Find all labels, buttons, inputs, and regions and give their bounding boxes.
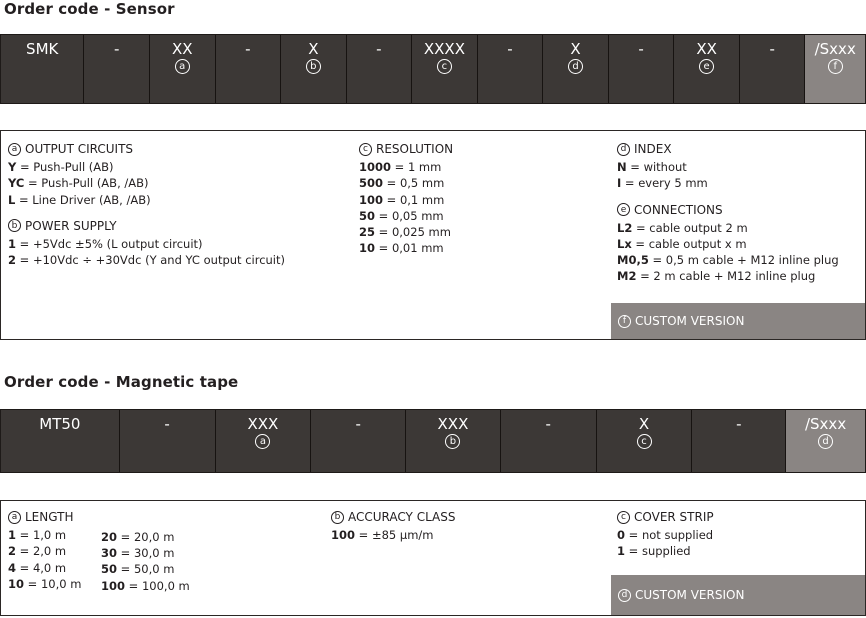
code-segment: [543, 35, 609, 103]
option-row: [617, 543, 857, 559]
option-code: M0,5: [617, 253, 649, 268]
option-description: = cable output x m: [631, 237, 747, 252]
option-description: = 2,0 m: [16, 544, 67, 559]
option-code: YC: [8, 176, 25, 191]
code-text: MT50: [39, 415, 81, 433]
option-description: = 50,0 m: [117, 562, 175, 577]
code-separator: [311, 410, 406, 472]
circle-letter-icon: c: [359, 143, 372, 156]
code-separator: [347, 35, 413, 103]
circle-letter-icon: a: [255, 434, 270, 449]
section-heading: COVER STRIP: [634, 510, 714, 524]
code-text: XXXX: [423, 40, 465, 58]
code-text: -: [113, 40, 120, 58]
option-row: [359, 159, 599, 175]
option-description: = cable output 2 m: [632, 220, 748, 235]
option-code: 50: [101, 562, 118, 577]
tape-order-code-title: Order code - Magnetic tape: [4, 373, 239, 391]
code-text: -: [507, 40, 513, 58]
circle-letter-icon: d: [568, 59, 583, 74]
code-separator: [216, 35, 282, 103]
accuracy-class-section: [331, 509, 591, 543]
output-circuits-section: [8, 141, 338, 268]
code-segment: [597, 410, 693, 472]
option-description: = supplied: [625, 544, 691, 559]
circle-letter-icon: f: [828, 59, 843, 74]
option-code: L: [8, 192, 16, 207]
option-description: = 0,1 mm: [383, 192, 445, 207]
circle-letter-icon: b: [8, 219, 21, 232]
option-row: [359, 224, 599, 240]
option-code: N: [617, 160, 627, 175]
option-description: = not supplied: [625, 528, 714, 543]
circle-letter-icon: d: [618, 589, 631, 602]
option-row: [617, 159, 857, 175]
option-description: = 30,0 m: [117, 546, 175, 561]
option-row: [101, 561, 301, 577]
code-separator: [478, 35, 544, 103]
code-segment: [805, 35, 865, 103]
code-text: /Sxxx: [814, 40, 856, 58]
option-code: 1: [8, 528, 17, 543]
option-code: Lx: [617, 237, 632, 252]
option-description: = every 5 mm: [621, 176, 708, 191]
option-row: [8, 159, 338, 175]
option-row: [101, 578, 301, 594]
circle-letter-icon: b: [445, 434, 460, 449]
code-text: XX: [171, 40, 193, 58]
code-separator: [740, 35, 806, 103]
option-code: Y: [8, 160, 17, 175]
circle-letter-icon: d: [617, 143, 630, 156]
section-heading: CONNECTIONS: [634, 202, 723, 217]
circle-letter-icon: b: [331, 511, 344, 524]
option-description: = 0,05 mm: [375, 208, 444, 223]
code-text: X: [570, 40, 581, 58]
option-code: 500: [359, 176, 384, 191]
option-row: [8, 192, 338, 208]
option-row: [617, 527, 857, 543]
code-separator: [501, 410, 597, 472]
option-description: = 0,025 mm: [375, 225, 451, 240]
code-segment: [406, 410, 501, 472]
option-code: 1: [617, 544, 626, 559]
option-code: 1000: [359, 160, 392, 175]
option-description: = 4,0 m: [16, 560, 67, 575]
resolution-section: [359, 141, 599, 256]
option-description: = 1,0 m: [16, 528, 67, 543]
code-separator: [120, 410, 216, 472]
option-code: L2: [617, 220, 633, 235]
custom-version-box: [611, 303, 865, 339]
option-code: 2: [8, 544, 17, 559]
code-separator: [84, 35, 150, 103]
code-text: -: [638, 40, 644, 58]
option-description: = ±85 µm/m: [355, 528, 434, 543]
option-row: [331, 527, 591, 543]
code-text: -: [164, 415, 170, 433]
option-row: [8, 252, 338, 268]
option-row: [8, 236, 338, 252]
circle-letter-icon: d: [818, 434, 833, 449]
code-segment: [281, 35, 347, 103]
option-row: [359, 175, 599, 191]
option-row: [101, 529, 301, 545]
code-segment: [216, 410, 312, 472]
option-code: 100: [359, 192, 384, 207]
option-description: = +5Vdc ±5% (L output circuit): [16, 237, 203, 252]
section-heading: INDEX: [634, 142, 672, 156]
sensor-options-panel: [0, 130, 866, 340]
option-code: 10: [8, 576, 25, 591]
tape-options-panel: [0, 500, 866, 616]
option-code: 100: [101, 578, 126, 593]
option-code: 100: [331, 528, 356, 543]
option-code: I: [617, 176, 622, 191]
option-row: [8, 175, 338, 191]
option-code: 10: [359, 241, 376, 256]
code-separator: [692, 410, 786, 472]
code-text: XXX: [437, 415, 469, 433]
option-row: [617, 220, 857, 236]
option-code: M2: [617, 269, 637, 284]
option-description: = 2 m cable + M12 inline plug: [636, 269, 816, 284]
option-description: = 0,01 mm: [375, 241, 444, 256]
circle-letter-icon: b: [306, 59, 321, 74]
tape-code-bar: [0, 409, 866, 473]
section-heading: RESOLUTION: [376, 142, 454, 156]
sensor-code-bar: [0, 34, 866, 104]
code-text: -: [245, 40, 251, 58]
option-description: = 20,0 m: [117, 530, 175, 544]
code-text: XXX: [247, 415, 279, 433]
sensor-order-code-title: Order code - Sensor: [4, 0, 175, 18]
code-segment: [1, 410, 120, 472]
code-text: -: [736, 415, 742, 433]
option-code: 2: [8, 253, 17, 268]
option-description: = Line Driver (AB, /AB): [15, 192, 151, 207]
circle-letter-icon: c: [617, 511, 630, 524]
option-description: = 1 mm: [391, 160, 442, 175]
circle-letter-icon: a: [175, 59, 190, 74]
option-code: 0: [617, 528, 626, 543]
cover-strip-section: [617, 509, 857, 560]
circle-letter-icon: a: [8, 143, 21, 156]
circle-letter-icon: e: [617, 203, 630, 216]
option-description: = without: [626, 160, 687, 175]
circle-letter-icon: c: [637, 434, 652, 449]
option-code: 20: [101, 530, 118, 544]
option-description: = Push-Pull (AB, /AB): [24, 176, 149, 191]
code-segment: [1, 35, 84, 103]
option-description: = 0,5 mm: [383, 176, 445, 191]
option-row: [359, 240, 599, 256]
code-segment: [412, 35, 478, 103]
circle-letter-icon: e: [699, 59, 714, 74]
section-heading: OUTPUT CIRCUITS: [25, 142, 134, 156]
option-code: 30: [101, 546, 118, 561]
code-text: SMK: [26, 40, 59, 58]
option-row: [617, 268, 857, 284]
option-code: 25: [359, 225, 376, 240]
option-description: = Push-Pull (AB): [16, 160, 114, 175]
code-segment: [674, 35, 740, 103]
circle-letter-icon: f: [618, 315, 631, 328]
option-description: = 0,5 m cable + M12 inline plug: [648, 253, 839, 268]
option-row: [617, 236, 857, 252]
code-text: -: [355, 415, 361, 433]
custom-version-label: CUSTOM VERSION: [635, 314, 745, 328]
option-row: [617, 252, 857, 268]
option-description: = 10,0 m: [24, 576, 82, 591]
code-segment: [786, 410, 865, 472]
code-segment: [150, 35, 216, 103]
code-text: X: [638, 415, 650, 433]
custom-version-box: [611, 575, 865, 615]
code-text: -: [769, 40, 775, 58]
code-text: X: [308, 40, 319, 58]
code-text: /Sxxx: [804, 415, 847, 433]
section-heading: POWER SUPPLY: [25, 218, 117, 233]
option-code: 4: [8, 560, 17, 575]
option-description: = 100,0 m: [125, 578, 190, 593]
option-row: [359, 208, 599, 224]
circle-letter-icon: c: [437, 59, 452, 74]
code-text: XX: [696, 40, 717, 58]
option-row: [101, 545, 301, 561]
option-row: [617, 175, 857, 191]
section-heading: ACCURACY CLASS: [348, 510, 456, 524]
option-row: [359, 192, 599, 208]
code-separator: [609, 35, 675, 103]
option-code: 1: [8, 237, 17, 252]
index-connections-section: [617, 141, 857, 285]
code-text: -: [376, 40, 382, 58]
option-code: 50: [359, 208, 376, 223]
section-heading: LENGTH: [25, 510, 74, 524]
option-description: = +10Vdc ÷ +30Vdc (Y and YC output circuit): [16, 253, 286, 268]
circle-letter-icon: a: [8, 511, 21, 524]
custom-version-label: CUSTOM VERSION: [635, 588, 745, 602]
length-section-right: [101, 529, 301, 594]
code-text: -: [545, 415, 551, 433]
